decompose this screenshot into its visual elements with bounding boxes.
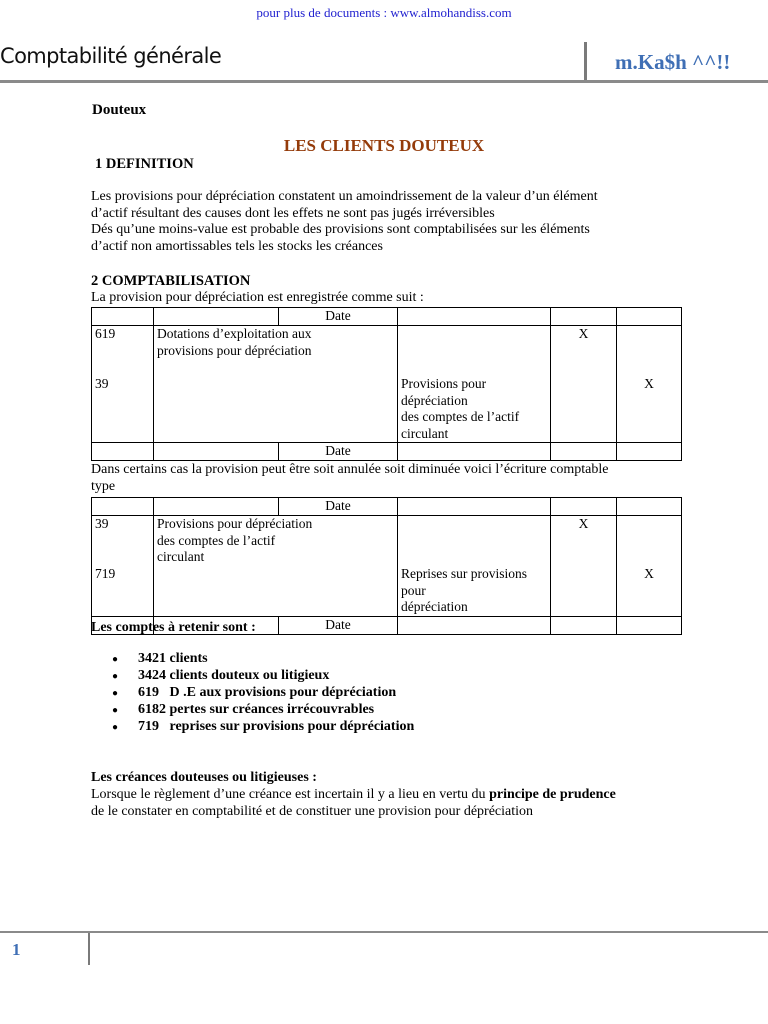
list-item <box>112 718 414 735</box>
credit-label-line: circulant <box>401 425 449 441</box>
definition-line: d’actif résultant des causes dont les effets ne sont pas jugés irréversibles <box>91 205 495 221</box>
header-brand: m.Ka$h ^^!! <box>615 50 731 74</box>
date-cell: Date <box>279 616 398 634</box>
reversal-intro-line: Dans certains cas la provision peut être soit annulée soit diminuée voici l’écriture comptable <box>91 462 609 477</box>
account-number: 39 <box>95 516 109 531</box>
debit-amount-cell: X <box>551 326 617 443</box>
debit-label-line: Provisions pour dépréciation <box>157 516 313 531</box>
footer-divider <box>88 933 90 965</box>
accounts-heading: Les comptes à retenir sont : <box>91 620 256 635</box>
bullet-icon: ● <box>112 722 119 733</box>
account-number: 39 <box>95 376 109 391</box>
list-item-text: 3421 clients <box>138 651 208 666</box>
list-item <box>112 684 414 701</box>
creances-paragraph <box>91 787 711 820</box>
account-numbers-cell <box>92 516 154 617</box>
account-numbers-cell <box>92 326 154 443</box>
list-item <box>112 701 414 718</box>
comptabilisation-heading: 2 COMPTABILISATION <box>91 273 251 289</box>
date-cell: Date <box>279 498 398 516</box>
debit-label-line: circulant <box>157 549 205 564</box>
credit-amount-cell <box>617 516 682 617</box>
page-number: 1 <box>12 940 21 959</box>
journal-entry-table-provision <box>91 307 682 461</box>
account-number: 619 <box>95 326 116 341</box>
table-row <box>92 498 682 516</box>
list-item-text: 3424 clients douteux ou litigieux <box>138 668 330 683</box>
reversal-intro <box>91 462 691 495</box>
credit-label-cell <box>398 516 551 617</box>
debit-label-cell <box>154 326 398 443</box>
comptabilisation-intro: La provision pour dépréciation est enregistrée comme suit : <box>91 290 424 305</box>
definition-paragraph <box>91 189 691 255</box>
credit-label-line: des comptes de l’actif <box>401 409 520 424</box>
bullet-icon: ● <box>112 705 119 716</box>
credit-amount-cell <box>617 326 682 443</box>
prudence-principle: principe de prudence <box>489 787 616 802</box>
debit-amount-cell: X <box>551 516 617 617</box>
header-rule <box>0 80 768 83</box>
list-item-text: 619 D .E aux provisions pour dépréciation <box>138 685 397 700</box>
date-cell: Date <box>279 443 398 461</box>
date-cell: Date <box>279 308 398 326</box>
debit-label-cell <box>154 516 398 617</box>
definition-line: Dés qu’une moins-value est probable des provisions sont comptabilisées sur les éléments <box>91 222 590 237</box>
header-title: Comptabilité générale <box>0 44 222 68</box>
definition-heading: 1 DEFINITION <box>95 156 194 172</box>
creances-line: Lorsque le règlement d’une créance est incertain il y a lieu en vertu du principe de prudence <box>91 787 616 802</box>
list-item <box>112 650 414 667</box>
credit-label-line: Reprises sur provisions pour <box>401 566 527 598</box>
footer-rule <box>0 931 768 933</box>
definition-line: Les provisions pour dépréciation constatent un amoindrissement de la valeur d’un élément <box>91 189 598 204</box>
list-item <box>112 667 414 684</box>
account-number: 719 <box>95 566 116 581</box>
bullet-icon: ● <box>112 671 119 682</box>
debit-label-line: provisions pour dépréciation <box>157 342 312 358</box>
credit-label-cell <box>398 326 551 443</box>
credit-mark: X <box>644 566 654 581</box>
journal-entry-table-reversal <box>91 497 682 635</box>
definition-line: d’actif non amortissables tels les stocks les créances <box>91 238 383 254</box>
table-row <box>92 326 682 443</box>
header-divider <box>584 42 587 80</box>
creances-line: de le constater en comptabilité et de constituer une provision pour dépréciation <box>91 803 534 819</box>
credit-label-line: Provisions pour dépréciation <box>401 376 487 408</box>
accounts-list <box>112 650 414 735</box>
bullet-icon: ● <box>112 688 119 699</box>
creances-heading: Les créances douteuses ou litigieuses : <box>91 770 317 785</box>
section-word: Douteux <box>92 102 147 118</box>
debit-label-line: des comptes de l’actif <box>157 532 276 548</box>
table-row <box>92 443 682 461</box>
bullet-icon: ● <box>112 654 119 665</box>
credit-mark: X <box>644 376 654 391</box>
debit-label-line: Dotations d’exploitation aux <box>157 326 312 341</box>
list-item-text: 6182 pertes sur créances irrécouvrables <box>138 702 375 717</box>
table-row <box>92 308 682 326</box>
reversal-intro-line: type <box>91 478 116 494</box>
main-title: LES CLIENTS DOUTEUX <box>283 136 485 155</box>
top-link[interactable]: pour plus de documents : www.almohandiss.com <box>256 5 512 20</box>
credit-label-line: dépréciation <box>401 599 468 614</box>
list-item-text: 719 reprises sur provisions pour dépréciation <box>138 719 415 734</box>
table-row <box>92 516 682 617</box>
